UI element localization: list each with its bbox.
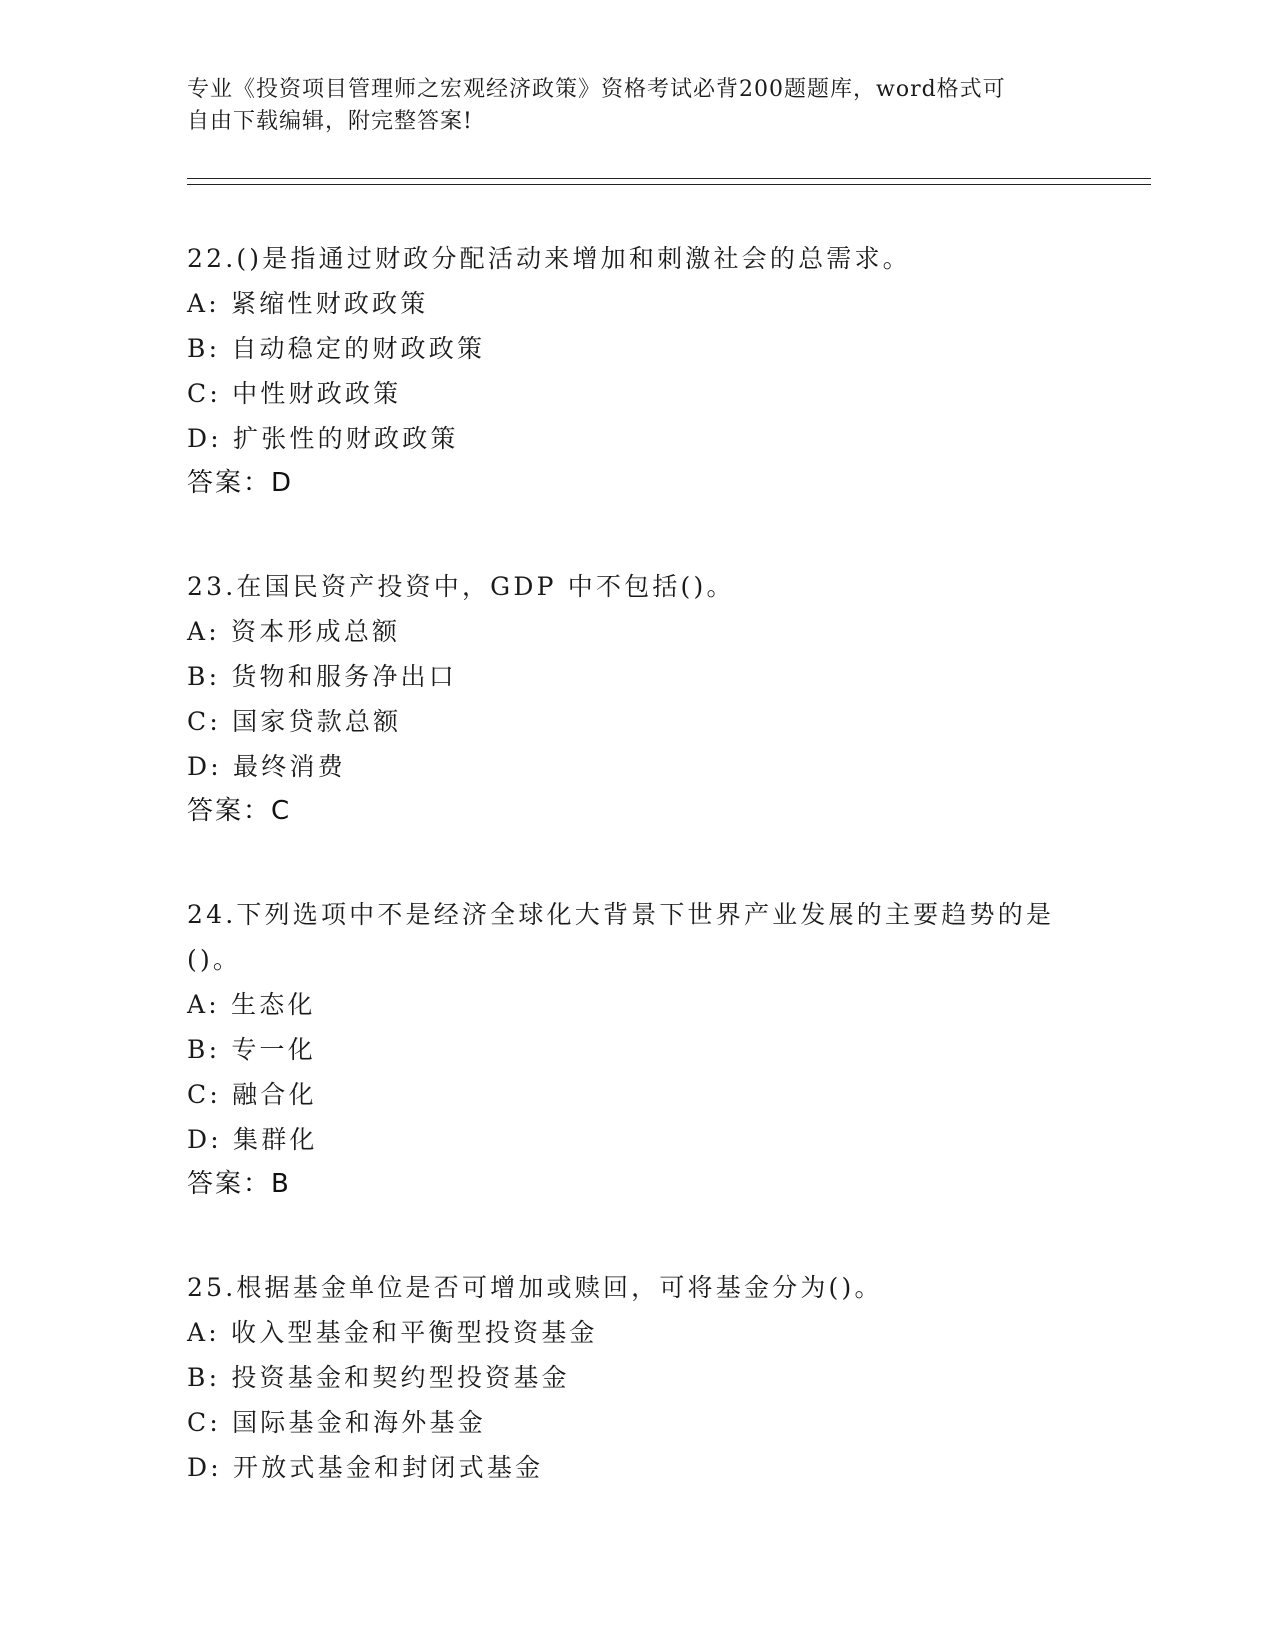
question-stem: 22.()是指通过财政分配活动来增加和刺激社会的总需求。	[187, 244, 911, 273]
answer-label: 答案：B	[187, 1169, 291, 1199]
option-d: D: 集群化	[187, 1125, 318, 1154]
header-divider-top	[187, 178, 1151, 179]
option-b: B: 货物和服务净出口	[187, 662, 457, 691]
option-a: A: 资本形成总额	[187, 617, 401, 646]
question-23	[187, 564, 1087, 834]
header-title-line-2: 自由下载编辑，附完整答案!	[187, 109, 473, 134]
question-22	[187, 236, 1087, 506]
option-a: A: 生态化	[187, 990, 316, 1019]
question-stem: 25.根据基金单位是否可增加或赎回，可将基金分为()。	[187, 1273, 883, 1302]
option-b: B: 自动稳定的财政政策	[187, 334, 486, 363]
document-header	[187, 74, 1067, 138]
header-title-line-1: 专业《投资项目管理师之宏观经济政策》资格考试必背200题题库，word格式可	[187, 77, 1006, 102]
option-c: C: 融合化	[187, 1080, 317, 1109]
option-d: D: 扩张性的财政政策	[187, 424, 459, 453]
option-b: B: 专一化	[187, 1035, 316, 1064]
answer-label: 答案：C	[187, 796, 292, 826]
option-d: D: 开放式基金和封闭式基金	[187, 1453, 544, 1482]
question-stem: 23.在国民资产投资中，GDP 中不包括()。	[187, 572, 735, 601]
answer-label: 答案：D	[187, 468, 294, 498]
header-divider-bottom	[187, 184, 1151, 185]
option-c: C: 国家贷款总额	[187, 707, 402, 736]
question-list	[187, 236, 1087, 1548]
option-a: A: 收入型基金和平衡型投资基金	[187, 1318, 598, 1347]
question-24	[187, 892, 1087, 1207]
option-c: C: 中性财政政策	[187, 379, 402, 408]
question-stem: 24.下列选项中不是经济全球化大背景下世界产业发展的主要趋势的是 ()。	[187, 900, 1055, 974]
option-b: B: 投资基金和契约型投资基金	[187, 1363, 570, 1392]
option-c: C: 国际基金和海外基金	[187, 1408, 486, 1437]
question-25	[187, 1265, 1087, 1490]
option-d: D: 最终消费	[187, 752, 346, 781]
option-a: A: 紧缩性财政政策	[187, 289, 429, 318]
